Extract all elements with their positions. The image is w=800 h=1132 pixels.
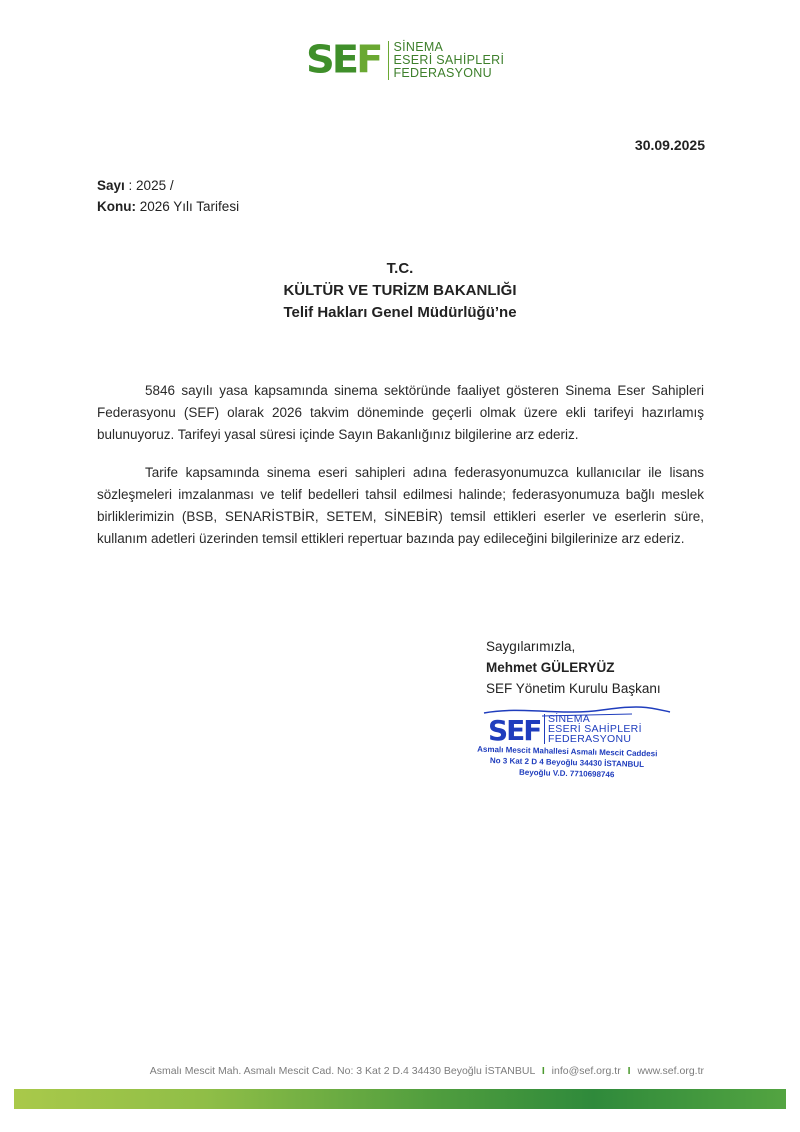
stamp-address: [452, 743, 683, 782]
stamp-line: ESERİ SAHİPLERİ: [548, 723, 642, 735]
footer-separator: I: [541, 1065, 545, 1077]
signatory-title: SEF Yönetim Kurulu Başkanı: [486, 681, 661, 696]
konu-label: Konu:: [97, 199, 136, 214]
sayi-value: : 2025 /: [128, 178, 174, 193]
footer-email-link[interactable]: info@sef.org.tr: [551, 1065, 621, 1077]
logo-mark: [306, 38, 381, 82]
stamp-mark: SEF: [488, 714, 541, 747]
letter-date: 30.09.2025: [634, 137, 705, 153]
sayi-row: [97, 175, 239, 196]
body-paragraph: Tarife kapsamında sinema eseri sahipleri adına federasyonumuzca kullanıcılar ile lisans sözleşmeleri imzalanması ve telif bedelleri tahsil edilmesi halinde; federasyonumuza bağlı meslek birliklerimizin (BSB, SENARİSTBİR, SETEM, SİNEBİR) temsil ettikleri eserler ve eserlerin süre, kullanım adetleri üzerinden temsil ettikleri repertuar bazında pay edileceğini bilgilerinize arz ederiz.: [97, 465, 704, 546]
logo-mark-left: SE: [306, 38, 357, 82]
stamp-address-line: Asmalı Mescit Mahallesi Asmalı Mescit Caddesi: [477, 744, 658, 759]
signatory-name: Mehmet GÜLERYÜZ: [486, 660, 615, 675]
closing-block: [486, 636, 661, 699]
official-stamp: [452, 700, 682, 790]
addressee-line: T.C.: [386, 260, 414, 277]
footer-address: Asmalı Mescit Mah. Asmalı Mescit Cad. No: 3 Kat 2 D.4 34430 Beyoğlu İSTANBUL: [149, 1065, 535, 1077]
konu-value: 2026 Yılı Tarifesi: [139, 199, 240, 214]
body-paragraph: 5846 sayılı yasa kapsamında sinema sektöründe faaliyet gösteren Sinema Eser Sahipleri Federasyonu (SEF) olarak 2026 takvim döneminde geçerli olmak üzere ekli tarifeyi hazırlamış bulunuyoruz. Tarifeyi yasal süresi içinde Sayın Bakanlığınız bilgilerine arz ederiz.: [97, 383, 704, 442]
stamp-address-line: Beyoğlu V.D. 7710698746: [518, 767, 615, 780]
letter-body: [97, 380, 704, 566]
stamp-line: FEDERASYONU: [548, 733, 632, 745]
footer-color-bar: [14, 1089, 786, 1109]
logo-line: FEDERASYONU: [393, 65, 492, 80]
logo-line: ESERİ SAHİPLERİ: [393, 52, 505, 67]
logo-text: [388, 41, 504, 80]
sayi-label: Sayı: [97, 178, 125, 193]
addressee-line: Telif Hakları Genel Müdürlüğü’ne: [283, 304, 517, 321]
closing-greeting: Saygılarımızla,: [486, 639, 576, 654]
footer-separator: I: [627, 1065, 631, 1077]
logo-line: SİNEMA: [393, 39, 444, 54]
stamp-line: SİNEMA: [548, 713, 591, 725]
stamp-address-line: No 3 Kat 2 D 4 Beyoğlu 34430 İSTANBUL: [489, 755, 645, 770]
addressee-line: KÜLTÜR VE TURİZM BAKANLIĞI: [283, 282, 517, 299]
addressee-block: [0, 258, 800, 324]
footer-web-link[interactable]: www.sef.org.tr: [637, 1065, 704, 1077]
sef-logo: [306, 40, 504, 80]
footer-contact: [96, 1065, 704, 1077]
letter-meta: [97, 175, 239, 217]
logo-mark-right: F: [356, 38, 381, 82]
stamp-text: [544, 714, 642, 744]
konu-row: [97, 196, 239, 217]
